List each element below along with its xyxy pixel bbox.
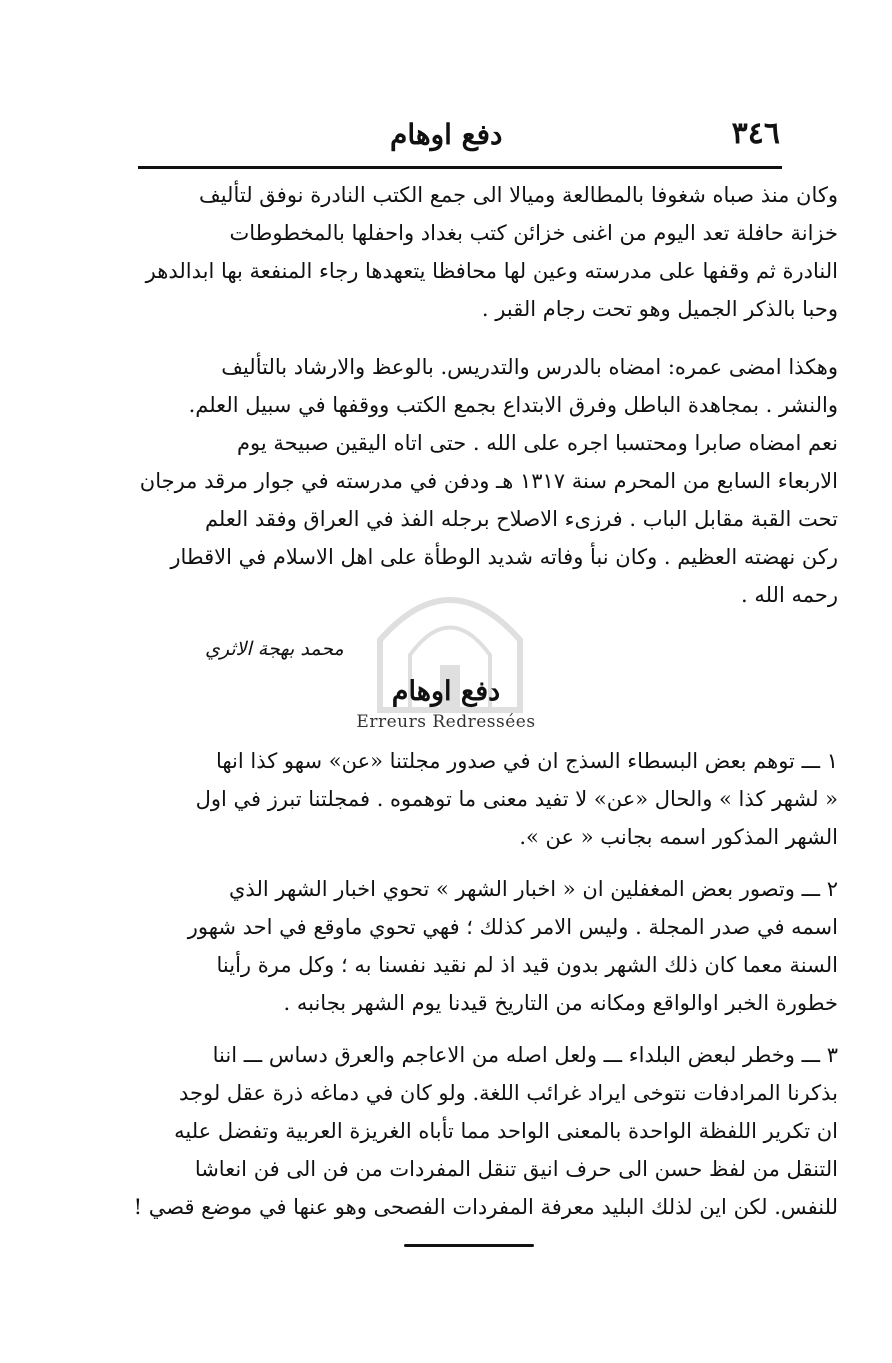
text-line: ٢ ـــ وتصور بعض المغفلين ان « اخبار الشهر » تحوي اخبار الشهر الذي <box>229 877 838 901</box>
text-line: ٣ ـــ وخطر لبعض البلداء ـــ ولعل اصله من الاعاجم والعرق دساس ـــ اننا <box>212 1043 838 1067</box>
header-rule <box>138 166 782 169</box>
paragraph-library <box>118 176 838 328</box>
page-number: ٣٤٦ <box>731 116 780 151</box>
text-line: اسمه في صدر المجلة . وليس الامر كذلك ؛ فهي تحوي ماوقع في احد شهور <box>187 915 838 939</box>
text-line: نعم امضاه صابرا ومحتسبا اجره على الله . حتى اتاه اليقين صبيحة يوم <box>237 431 838 455</box>
correction-item-2 <box>118 870 838 1022</box>
text-line: للنفس. لكن اين لذلك البليد معرفة المفردات الفصحى وهو عنها في موضع قصي ! <box>133 1195 838 1219</box>
text-line: خطورة الخبر اوالواقع ومكانه من التاريخ قيدنا يوم الشهر بجانبه . <box>283 991 838 1015</box>
correction-item-3 <box>118 1036 838 1226</box>
text-line: ١ ـــ توهم بعض البسطاء السذج ان في صدور مجلتنا «عن» سهو كذا انها <box>215 749 838 773</box>
text-line: النادرة ثم وقفها على مدرسته وعين لها محافظا يتعهدها رجاء المنفعة بها ابدالدهر <box>145 259 838 283</box>
paragraph-life <box>118 348 838 424</box>
text-line: التنقل من لفظ حسن الى حرف انيق تنقل المفردات من فن الى فن انعاشا <box>194 1157 838 1181</box>
text-line: وكان منذ صباه شغوفا بالمطالعة وميالا الى جمع الكتب النادرة نوفق لتأليف <box>198 183 838 207</box>
text-line: ركن نهضته العظيم . وكان نبأ وفاته شديد الوطأة على اهل الاسلام في الاقطار <box>170 545 838 569</box>
text-line: وحبا بالذكر الجميل وهو تحت رجام القبر . <box>481 297 838 321</box>
text-line: « لشهر كذا » والحال «عن» لا تفيد معنى ما توهموه . فمجلتنا تبرز في اول <box>195 787 838 811</box>
running-title: دفع اوهام <box>390 118 503 151</box>
text-line: رحمه الله . <box>741 583 838 607</box>
text-line: الاربعاء السابع من المحرم سنة ١٣١٧ هـ ودفن في مدرسته في جوار مرقد مرجان <box>139 469 838 493</box>
end-ornament-rule <box>404 1244 534 1247</box>
paragraph-death <box>118 424 838 614</box>
text-line: والنشر . بمجاهدة الباطل وفرق الابتداع بجمع الكتب ووقفها في سبيل العلم. <box>188 393 838 417</box>
correction-item-1 <box>118 742 838 856</box>
page-header <box>140 112 780 158</box>
text-line: بذكرنا المرادفات نتوخى ايراد غرائب اللغة. ولو كان في دماغه ذرة عقل لوجد <box>178 1081 838 1105</box>
text-line: خزانة حافلة تعد اليوم من اغنى خزائن كتب بغداد واحفلها بالمخطوطات <box>229 221 838 245</box>
article-title: دفع اوهام <box>391 676 501 707</box>
text-line: الشهر المذكور اسمه بجانب « عن ». <box>519 825 838 849</box>
article-subtitle: Erreurs Redressées <box>356 712 536 732</box>
text-line: تحت القبة مقابل الباب . فرزىء الاصلاح برجله الفذ في العراق وفقد العلم <box>204 507 838 531</box>
author-signature: محمد بهجة الاثري <box>205 638 344 660</box>
text-line: ان تكرير اللفظة الواحدة بالمعنى الواحد مما تأباه الغريزة العربية وتفضل عليه <box>174 1119 838 1143</box>
text-line: السنة معما كان ذلك الشهر بدون قيد اذ لم نقيد نفسنا به ؛ وكل مرة رأينا <box>216 953 838 977</box>
text-line: وهكذا امضى عمره: امضاه بالدرس والتدريس. بالوعظ والارشاد بالتأليف <box>221 355 838 379</box>
